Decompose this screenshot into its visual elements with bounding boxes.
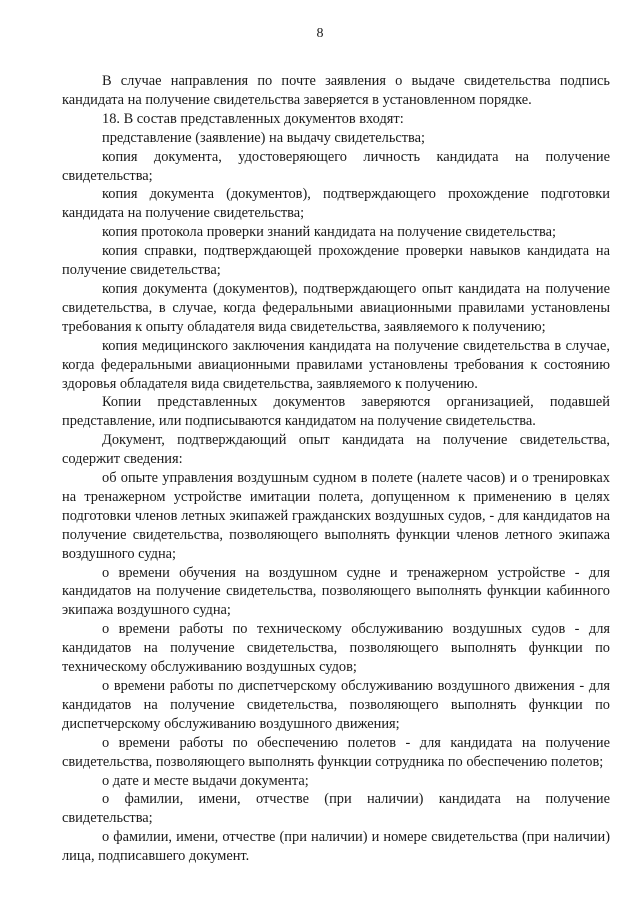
list-item: о дате и месте выдачи документа; bbox=[102, 772, 309, 789]
list-item: представление (заявление) на выдачу свидетельства; bbox=[102, 129, 426, 146]
list-item: копия протокола проверки знаний кандидата на получение свидетельства; bbox=[102, 224, 556, 241]
paragraph: Документ, подтверждающий опыт кандидата на получение свидетельства, содержит сведения: bbox=[62, 432, 610, 468]
paragraph: В случае направления по почте заявления о выдаче свидетельства подпись кандидата на получение свидетельства заверяется в установленном порядке. bbox=[62, 73, 610, 108]
list-item: копия медицинского заключения кандидата на получение свидетельства в случае, когда федеральными авиационными правилами установлены требования к состоянию здоровья обладателя вида свидетельства, заявляемого к получению. bbox=[62, 337, 610, 392]
list-item: о времени работы по техническому обслуживанию воздушных судов - для кандидатов на получение свидетельства, позволяющего выполнять функции по техническому обслуживанию воздушных судов; bbox=[62, 621, 610, 676]
list-item: о фамилии, имени, отчестве (при наличии) и номере свидетельства (при наличии) лица, подписавшего документ. bbox=[62, 829, 610, 865]
list-item: о времени работы по диспетчерскому обслуживанию воздушного движения - для кандидатов на получение свидетельства, позволяющего выполнять функции по диспетчерскому обслуживанию воздушного движения; bbox=[62, 678, 610, 732]
page-number: 8 bbox=[316, 26, 324, 41]
list-item: копия документа, удостоверяющего личность кандидата на получение свидетельства; bbox=[62, 148, 610, 184]
document-body bbox=[62, 72, 610, 866]
list-item: о времени работы по обеспечению полетов - для кандидата на получение свидетельства, позволяющего выполнять функции сотрудника по обеспечению полетов; bbox=[62, 734, 610, 770]
list-item: об опыте управления воздушным судном в полете (налете часов) и о тренировках на тренажерном устройстве имитации полета, допущенном к применению в целях подготовки членов летных экипажей гражданских воздушных судов, - для кандидатов на получение свидетельства, позволяющего выполнять функции членов летного экипажа воздушного судна; bbox=[62, 470, 610, 562]
list-item: копия документа (документов), подтверждающего опыт кандидата на получение свидетельства, в случае, когда федеральными авиационными правилами установлены требования к опыту обладателя вида свидетельства, заявляемого к получению; bbox=[62, 280, 610, 335]
list-item: о времени обучения на воздушном судне и тренажерном устройстве - для кандидатов на получение свидетельства, позволяющего выполнять функции кабинного экипажа воздушного судна; bbox=[62, 564, 610, 619]
paragraph: 18. В состав представленных документов входят: bbox=[102, 110, 404, 127]
list-item: о фамилии, имени, отчестве (при наличии) кандидата на получение свидетельства; bbox=[62, 791, 610, 827]
paragraph: Копии представленных документов заверяются организацией, подавшей представление, или подписываются кандидатом на получение свидетельства. bbox=[62, 394, 610, 430]
list-item: копия справки, подтверждающей прохождение проверки навыков кандидата на получение свидетельства; bbox=[62, 243, 610, 279]
list-item: копия документа (документов), подтверждающего прохождение подготовки кандидата на получение свидетельства; bbox=[62, 186, 610, 222]
